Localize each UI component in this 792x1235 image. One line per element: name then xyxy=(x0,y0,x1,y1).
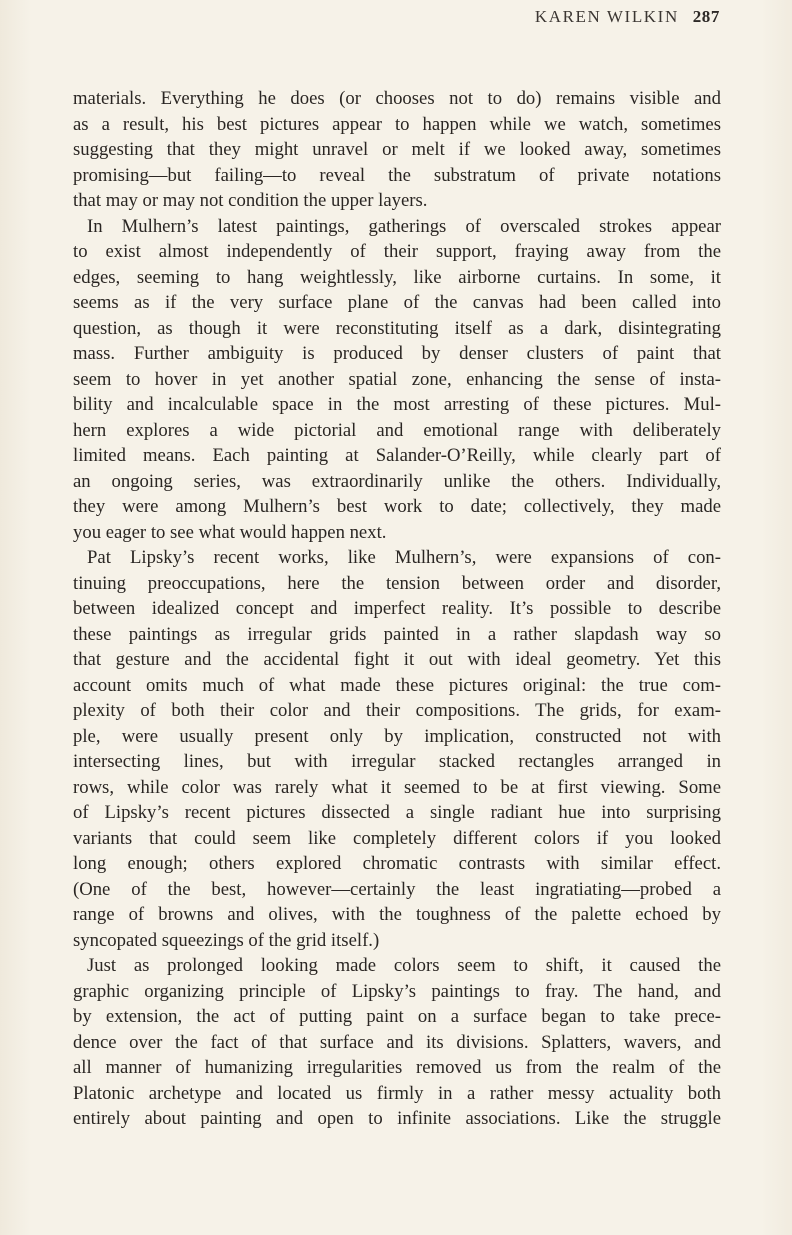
text-line: edges, seeming to hang weightlessly, like airborne curtains. In some, it xyxy=(73,266,721,288)
text-line: entirely about painting and open to infinite associations. Like the struggle xyxy=(73,1108,721,1129)
text-line: Pat Lipsky’s recent works, like Mulhern’s, were expansions of con- xyxy=(87,547,721,568)
text-line: that gesture and the accidental fight it out with ideal geometry. Yet this xyxy=(73,649,721,670)
text-line: of Lipsky’s recent pictures dissected a single radiant hue into surprising xyxy=(73,802,721,823)
text-line: an ongoing series, was extraordinarily unlike the others. Individually, xyxy=(73,470,721,492)
text-line: bility and incalculable space in the most arresting of these pictures. Mul- xyxy=(73,394,721,415)
text-line: promising—but failing—to reveal the substratum of private notations xyxy=(73,164,721,186)
text-line: materials. Everything he does (or chooses not to do) remains visible and xyxy=(73,88,721,109)
text-line: limited means. Each painting at Salander-O’Reilly, while clearly part of xyxy=(73,445,721,466)
text-line: mass. Further ambiguity is produced by denser clusters of paint that xyxy=(73,343,721,364)
text-line: question, as though it were reconstituting itself as a dark, disintegrating xyxy=(73,317,721,339)
text-line: as a result, his best pictures appear to happen while we watch, sometimes xyxy=(73,113,721,135)
text-line: seems as if the very surface plane of the canvas had been called into xyxy=(73,292,721,313)
text-line: hern explores a wide pictorial and emotional range with deliberately xyxy=(73,419,721,441)
text-line: all manner of humanizing irregularities removed us from the realm of the xyxy=(73,1057,721,1078)
text-line: (One of the best, however—certainly the least ingratiating—probed a xyxy=(73,878,721,900)
text-line: rows, while color was rarely what it seemed to be at first viewing. Some xyxy=(73,776,721,798)
text-line: to exist almost independently of their support, fraying away from the xyxy=(73,241,721,262)
text-line: tinuing preoccupations, here the tension between order and disorder, xyxy=(73,572,721,594)
text-line: plexity of both their color and their compositions. The grids, for exam- xyxy=(73,700,721,721)
text-line: you eager to see what would happen next. xyxy=(73,521,387,543)
running-head xyxy=(535,7,720,27)
text-line: seem to hover in yet another spatial zone, enhancing the sense of insta- xyxy=(73,368,721,390)
body-text xyxy=(73,86,721,1132)
text-line: dence over the fact of that surface and its divisions. Splatters, wavers, and xyxy=(73,1031,721,1053)
text-line: intersecting lines, but with irregular stacked rectangles arranged in xyxy=(73,751,721,772)
text-line: between idealized concept and imperfect reality. It’s possible to describe xyxy=(73,598,721,619)
text-line: ple, were usually present only by implication, constructed not with xyxy=(73,725,721,747)
text-line: Just as prolonged looking made colors seem to shift, it caused the xyxy=(87,955,721,976)
text-line: syncopated squeezings of the grid itself.) xyxy=(73,929,380,951)
text-line: In Mulhern’s latest paintings, gatherings of overscaled strokes appear xyxy=(87,215,721,237)
text-line: graphic organizing principle of Lipsky’s paintings to fray. The hand, and xyxy=(73,980,721,1002)
text-line: these paintings as irregular grids painted in a rather slapdash way so xyxy=(73,623,721,645)
running-head-author: KAREN WILKIN xyxy=(534,7,679,26)
text-line: Platonic archetype and located us firmly in a rather messy actuality both xyxy=(73,1082,721,1104)
page-number: 287 xyxy=(692,7,720,26)
text-line: by extension, the act of putting paint on a surface began to take prece- xyxy=(73,1006,721,1027)
text-line: that may or may not condition the upper layers. xyxy=(73,190,428,211)
text-line: range of browns and olives, with the toughness of the palette echoed by xyxy=(73,904,721,925)
text-line: suggesting that they might unravel or melt if we looked away, sometimes xyxy=(73,139,721,160)
text-line: account omits much of what made these pictures original: the true com- xyxy=(73,674,721,696)
text-line: variants that could seem like completely different colors if you looked xyxy=(73,827,721,849)
text-line: long enough; others explored chromatic contrasts with similar effect. xyxy=(73,853,721,874)
text-line: they were among Mulhern’s best work to date; collectively, they made xyxy=(73,496,721,517)
